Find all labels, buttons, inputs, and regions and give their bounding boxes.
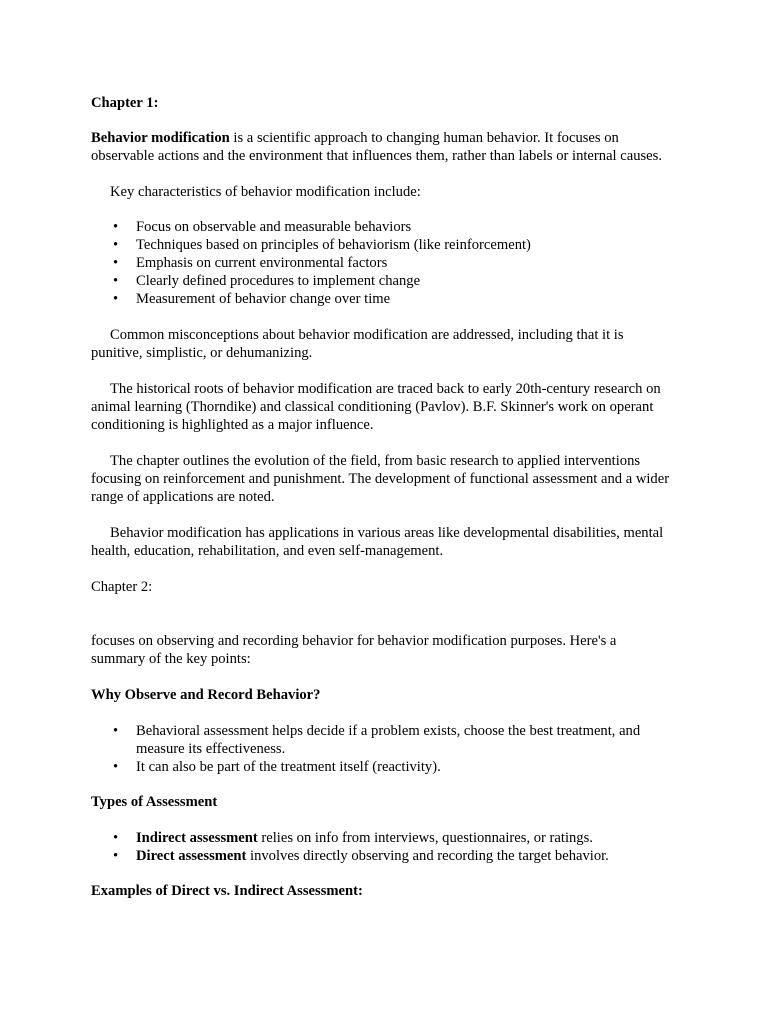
list-item — [136, 829, 671, 847]
direct-rest: involves directly observing and recording the target behavior. — [246, 848, 609, 864]
list-item: • Techniques based on principles of behaviorism (like reinforcement) — [136, 236, 671, 254]
chapter1-heading: Chapter 1: — [91, 95, 159, 111]
misconceptions-paragraph: Common misconceptions about behavior modification are addressed, including that it is punitive, simplistic, or dehumanizing. — [91, 327, 624, 361]
document-page — [91, 94, 671, 900]
historical-paragraph: The historical roots of behavior modification are traced back to early 20th-century research on animal learning (Thorndike) and classical conditioning (Pavlov). B.F. Skinner's work on operant conditioning is highlighted as a major influence. — [91, 381, 661, 433]
chapter1-intro — [91, 129, 671, 165]
indirect-term: Indirect assessment — [136, 830, 258, 846]
list-item: • Behavioral assessment helps decide if a problem exists, choose the best treatment, and measure its effectiveness. — [136, 722, 671, 758]
list-item — [136, 847, 671, 865]
direct-term: Direct assessment — [136, 848, 247, 864]
key-characteristics-lead: Key characteristics of behavior modification include: — [110, 184, 421, 200]
indirect-rest: relies on info from interviews, questionnaires, or ratings. — [257, 830, 593, 846]
examples-heading: Examples of Direct vs. Indirect Assessment: — [91, 883, 363, 899]
list-item: • Clearly defined procedures to implement change — [136, 272, 671, 290]
characteristics-list — [91, 218, 671, 308]
applications-paragraph: Behavior modification has applications in various areas like developmental disabilities, mental health, education, rehabilitation, and even self-management. — [91, 525, 664, 559]
list-item: • Focus on observable and measurable behaviors — [136, 218, 671, 236]
types-list — [91, 829, 671, 865]
evolution-paragraph: The chapter outlines the evolution of the field, from basic research to applied interventions focusing on reinforcement and punishment. The development of functional assessment and a wider range of applications are noted. — [91, 453, 670, 505]
types-heading: Types of Assessment — [91, 794, 218, 810]
list-item: • It can also be part of the treatment itself (reactivity). — [136, 758, 671, 776]
list-item: • Emphasis on current environmental factors — [136, 254, 671, 272]
list-item: • Measurement of behavior change over time — [136, 290, 671, 308]
intro-rest: is a scientific approach to changing human behavior. It focuses on observable actions and the environment that influences them, rather than labels or internal causes. — [91, 130, 662, 164]
why-observe-heading: Why Observe and Record Behavior? — [91, 687, 321, 703]
chapter2-heading: Chapter 2: — [91, 579, 153, 595]
chapter2-intro: focuses on observing and recording behavior for behavior modification purposes. Here's a summary of the key points: — [91, 633, 617, 667]
why-observe-list — [91, 722, 671, 776]
intro-term: Behavior modification — [91, 130, 230, 146]
